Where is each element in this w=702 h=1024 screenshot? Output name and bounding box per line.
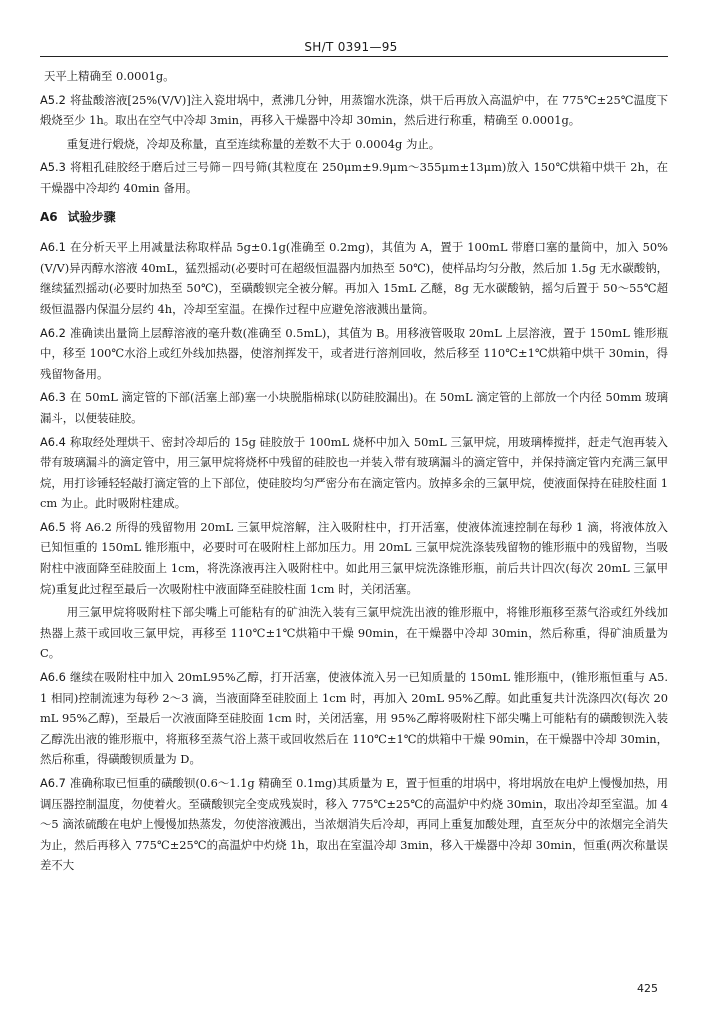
paragraph-text: 将盐酸溶液[25%(V/V)]注入瓷坩埚中，煮沸几分钟，用蒸馏水洗涤，烘干后再放入高温炉中，在 775℃±25℃温度下煅烧至少 1h。取出在空气中冷却 3min，再移入干燥器中冷却 30min，然后进行称重，精确至 0.0001g。 bbox=[40, 92, 668, 128]
paragraph-text: 用三氯甲烷将吸附柱下部尖嘴上可能粘有的矿油洗入装有三氯甲烷洗出液的锥形瓶中，将锥形瓶移至蒸气浴或红外线加热器上蒸干或回收三氯甲烷，再移至 110℃±1℃烘箱中干燥 90min，在干燥器中冷却 30min，然后称重，得矿油质量为 C。 bbox=[40, 605, 668, 661]
paragraph bbox=[40, 157, 668, 198]
paragraph-text: 继续在吸附柱中加入 20mL95%乙醇，打开活塞，使液体流入另一已知质量的 150mL 锥形瓶中，(锥形瓶恒重与 A5.1 相同)控制流速为每秒 2～3 滴，当液面降至硅胶面上 1cm 时，再加入 20mL 95%乙醇。如此重复共计洗涤四次(每次 20mL 95%乙醇)，至最后一次液面降至硅胶面 1cm 时，关闭活塞，用 95%乙醇将吸附柱下部尖嘴上可能粘有的磺酸钡洗入装乙醇洗出液的锥形瓶中，将瓶移至蒸气浴上蒸干或回收然后在 110℃±1℃的烘箱中干燥 90min，在干燥器中冷却 30min，然后称重，得磺酸钡质量为 D。 bbox=[40, 670, 668, 767]
paragraph bbox=[40, 323, 668, 385]
paragraph-text: 将粗孔硅胶经于磨后过三号筛－四号筛(其粒度在 250μm±9.9μm～355μm±13μm)放入 150℃烘箱中烘干 2h，在干燥器中冷却约 40min 备用。 bbox=[40, 160, 668, 195]
paragraph-text: 在分析天平上用减量法称取样品 5g±0.1g(准确至 0.2mg)，其值为 A，置于 100mL 带磨口塞的量筒中，加入 50%(V/V)异丙醇水溶液 40mL，猛烈摇动(必要时可在超级恒温器内加热至 50℃)，使样品均匀分散，然后加 1.5g 无水碳酸钠，继续猛烈摇动(必要时加热至 50℃)，至磺酸钡完全被分解。再加入 15mL 乙醚，8g 无水碳酸钠，摇匀后置于 50～55℃超级恒温器内保温分层约 4h，冷却至室温。在操作过程中应避免溶液溅出量筒。 bbox=[40, 240, 668, 316]
paragraph-number: A6.1 bbox=[40, 240, 66, 255]
paragraph-number: A6.3 bbox=[40, 390, 66, 405]
paragraph bbox=[40, 773, 668, 876]
paragraph-text: 称取经处理烘干、密封冷却后的 15g 硅胶放于 100mL 烧杯中加入 50mL 三氯甲烷，用玻璃棒搅拌，赶走气泡再装入带有玻璃漏斗的滴定管中，用三氯甲烷将烧杯中残留的硅胶也一并装入带有玻璃漏斗的滴定管中，并保持滴定管内充满三氯甲烷，用打诊锤轻轻敲打滴定管的上下部位，使硅胶均匀严密分布在滴定管内。放掉多余的三氯甲烷，使液面保持在硅胶柱面 1cm 为止。此时吸附柱建成。 bbox=[40, 434, 668, 511]
paragraph-number: A5.3 bbox=[40, 160, 66, 175]
paragraph bbox=[40, 66, 668, 87]
paragraph-number: A5.2 bbox=[40, 92, 66, 107]
paragraph-text: 准确读出量筒上层醇溶液的毫升数(准确至 0.5mL)，其值为 B。用移液管吸取 20mL 上层溶液，置于 150mL 锥形瓶中，移至 100℃水浴上或红外线加热器，使溶剂挥发干，或者进行溶剂回收，然后移至 110℃±1℃烘箱中烘干 30min，得残留物备用。 bbox=[40, 325, 668, 381]
header-rule bbox=[40, 56, 668, 57]
page-number: 425 bbox=[637, 982, 658, 995]
paragraph-number: A6.4 bbox=[40, 434, 66, 449]
paragraph-number: A6.2 bbox=[40, 325, 66, 340]
section-heading bbox=[40, 207, 668, 228]
paragraph bbox=[40, 90, 668, 131]
paragraph bbox=[40, 134, 668, 155]
paragraph-number: A6.5 bbox=[40, 519, 66, 534]
paragraph bbox=[40, 237, 668, 319]
paragraph-text: 准确称取已恒重的磺酸钡(0.6～1.1g 精确至 0.1mg)其质量为 E，置于恒重的坩埚中，将坩埚放在电炉上慢慢加热，用调压器控制温度，勿使着火。至磺酸钡完全变成残炭时，移入 775℃±25℃的高温炉中灼烧 30min，取出冷却至室温。加 4～5 滴浓硫酸在电炉上慢慢加热蒸发，勿使溶液溅出，当浓烟消失后冷却，再同上重复加酸处理，直至灰分中的浓烟完全消失为止，然后再移入 775℃±25℃的高温炉中灼烧 1h，取出在室温冷却 3min，移入干燥器中冷却 30min，恒重(两次称量误差不大 bbox=[40, 776, 668, 873]
paragraph-number: A6.6 bbox=[40, 670, 66, 685]
paragraph bbox=[40, 517, 668, 599]
paragraph bbox=[40, 387, 668, 428]
paragraph-text: 将 A6.2 所得的残留物用 20mL 三氯甲烷溶解，注入吸附柱中，打开活塞，使液体流速控制在每秒 1 滴，将液体放入已知恒重的 150mL 锥形瓶中，必要时可在吸附柱上部加压力。用 20mL 三氯甲烷洗涤装残留物的锥形瓶中的残留物，当吸附柱中液面降至硅胶面上 1cm，将洗涤液再注入吸附柱中。如此用三氯甲烷洗涤锥形瓶，前后共计四次(每次 20mL 三氯甲烷)重复此过程至最后一次吸附柱中液面降至硅胶柱面 1cm 时，关闭活塞。 bbox=[40, 519, 668, 596]
paragraph bbox=[40, 602, 668, 664]
paragraph bbox=[40, 667, 668, 770]
section-title: 试验步骤 bbox=[67, 209, 116, 224]
paragraph-text: 在 50mL 滴定管的下部(活塞上部)塞一小块脱脂棉球(以防硅胶漏出)。在 50mL 滴定管的上部放一个内径 50mm 玻璃漏斗，以便装硅胶。 bbox=[40, 390, 668, 425]
paragraph-text: 天平上精确至 0.0001g。 bbox=[44, 69, 175, 83]
section-number: A6 bbox=[40, 209, 58, 224]
paragraph-text: 重复进行煅烧，冷却及称量，直至连续称量的差数不大于 0.0004g 为止。 bbox=[66, 136, 441, 151]
document-body bbox=[40, 66, 668, 879]
page-header: SH/T 0391—95 bbox=[304, 40, 398, 54]
paragraph-number: A6.7 bbox=[40, 776, 66, 790]
paragraph bbox=[40, 432, 668, 514]
